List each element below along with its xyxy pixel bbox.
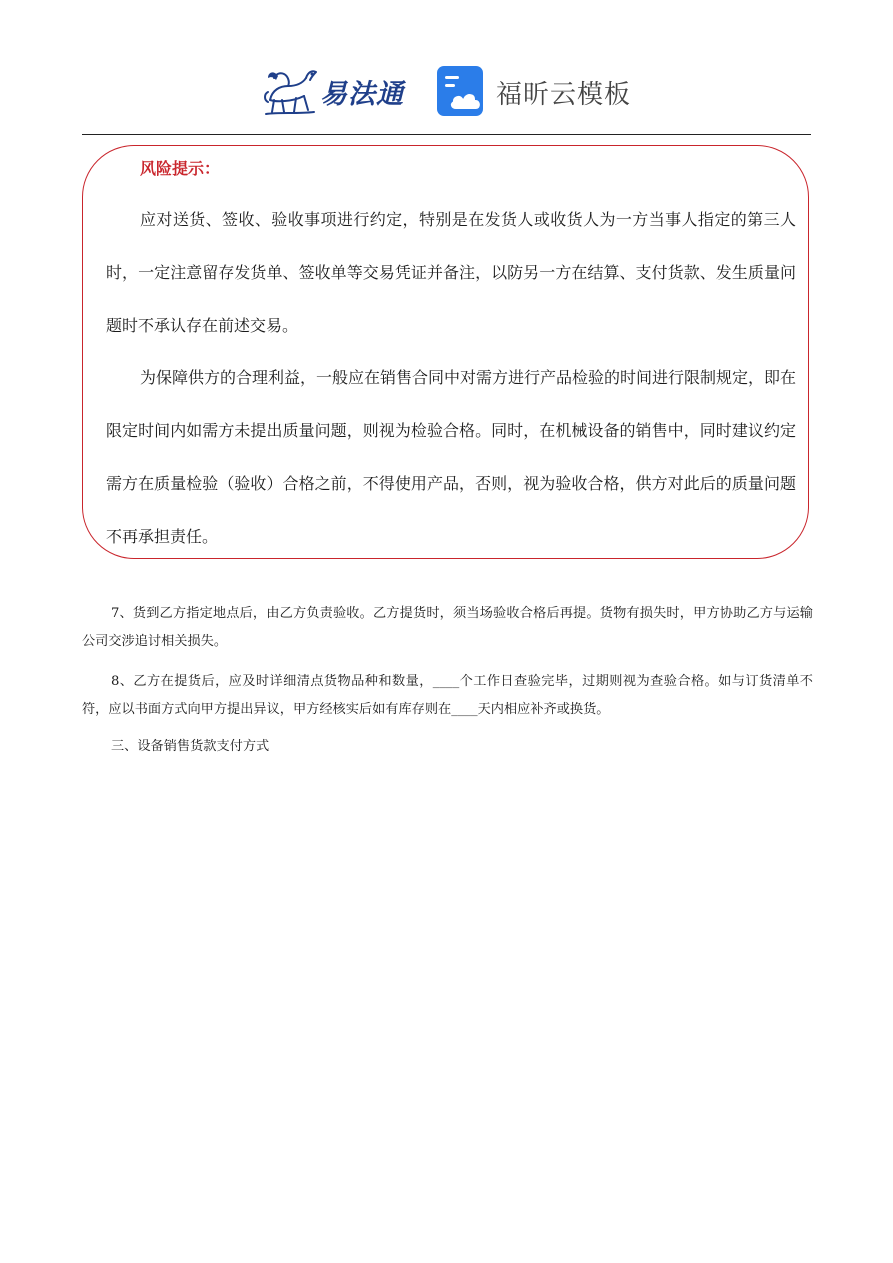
page-header <box>0 60 893 120</box>
contract-clause-8: 8、乙方在提货后，应及时详细清点货物品种和数量，____个工作日查验完毕，过期则视为查验合格。如与订货清单不符，应以书面方式向甲方提出异议，甲方经核实后如有库存则在____天内相应补齐或换货。 <box>82 674 813 717</box>
foxit-cloud-template-text: 福昕云模板 <box>496 80 632 110</box>
risk-notice-paragraph: 为保障供方的合理利益，一般应在销售合同中对需方进行产品检验的时间进行限制规定，即在限定时间内如需方未提出质量问题，则视为检验合格。同时，在机械设备的销售中，同时建议约定需方在质量检验（验收）合格之前，不得使用产品，否则，视为验收合格，供方对此后的质量问题不再承担责任。 <box>106 368 797 546</box>
yifatong-logo <box>262 62 412 118</box>
document-cloud-icon <box>436 64 490 118</box>
kirin-horse-icon <box>262 62 320 118</box>
risk-notice-paragraph: 应对送货、签收、验收事项进行约定，特别是在发货人或收货人为一方当事人指定的第三人时，一定注意留存发货单、签收单等交易凭证并备注，以防另一方在结算、支付货款、发生质量问题时不承认存在前述交易。 <box>106 210 796 335</box>
risk-notice-title: 风险提示： <box>140 159 221 178</box>
header-divider <box>82 134 811 135</box>
yifatong-logo-text: 易法通 <box>320 79 404 110</box>
foxit-cloud-template-logo <box>436 64 646 118</box>
contract-clause-7: 7、货到乙方指定地点后，由乙方负责验收。乙方提货时，须当场验收合格后再提。货物有损失时，甲方协助乙方与运输公司交涉追讨相关损失。 <box>82 606 813 649</box>
section-heading-payment: 三、设备销售货款支付方式 <box>111 739 270 754</box>
